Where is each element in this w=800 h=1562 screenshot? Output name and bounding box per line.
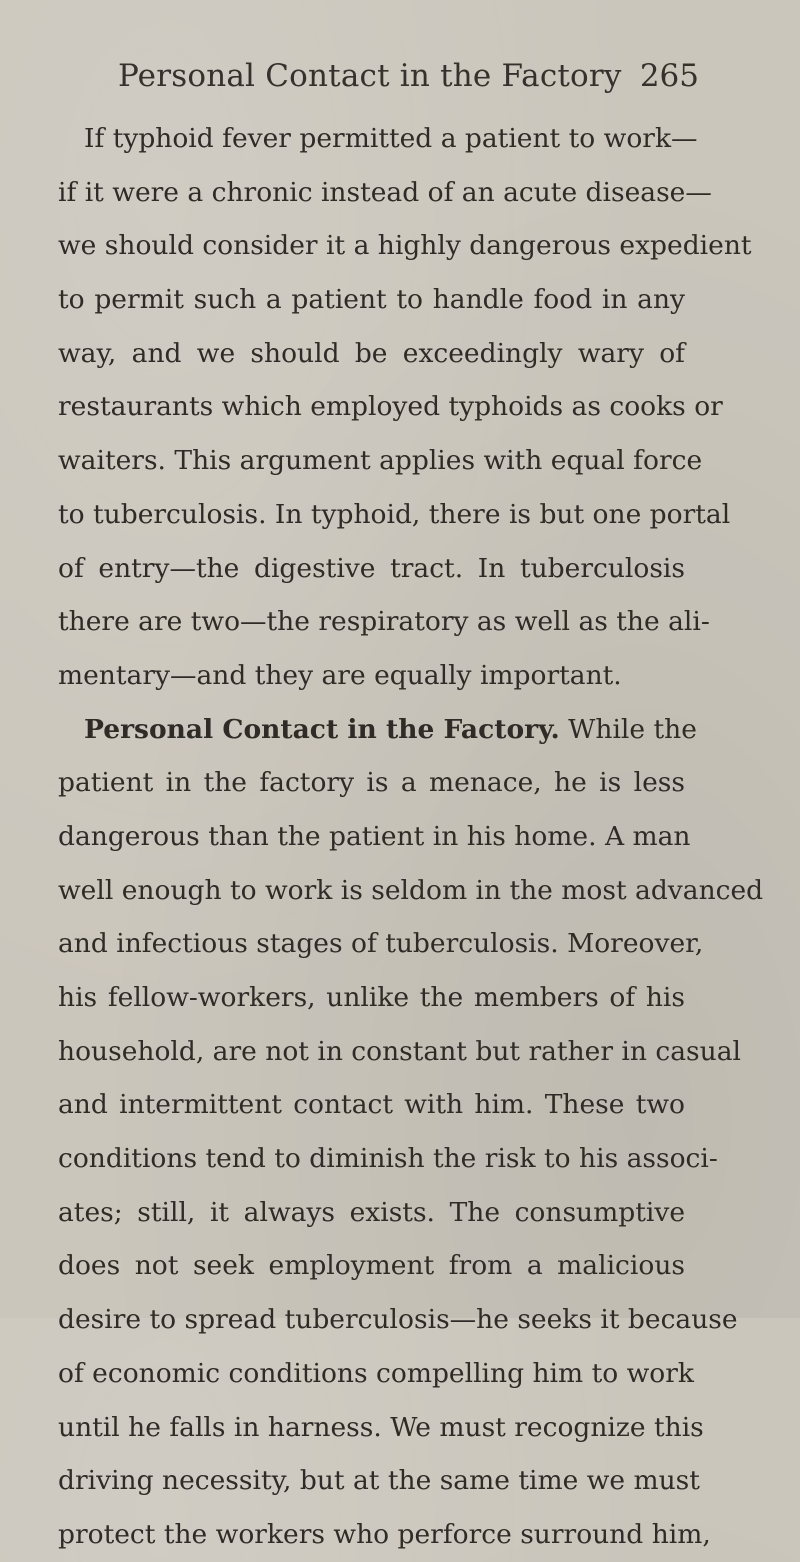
text-line: ates; still, it always exists. The consumptive [58,1196,685,1228]
running-header-title: Personal Contact in the Factory [118,58,622,94]
running-header [60,44,700,108]
text-line: protect the workers who perforce surround him, [58,1518,711,1550]
page-number: 265 [639,58,699,94]
text-line: of entry—the digestive tract. In tuberculosis [58,552,685,584]
text-line: his fellow-workers, unlike the members of his [58,982,685,1013]
text-line: we should consider it a highly dangerous expedient [58,230,752,262]
text-line: household, are not in constant but rather in casual [58,1035,741,1067]
body-text [58,112,764,1562]
text-line: driving necessity, but at the same time we must [58,1465,700,1497]
text-line: there are two—the respiratory as well as the ali- [58,606,710,638]
text-line: and intermittent contact with him. These two [58,1089,685,1121]
text-line: conditions tend to diminish the risk to his associ- [58,1143,718,1175]
text-line: until he falls in harness. We must recognize this [58,1411,704,1443]
text-line: of economic conditions compelling him to work [58,1357,694,1389]
text-line: does not seek employment from a malicious [58,1250,685,1282]
text-line: well enough to work is seldom in the most advanced [58,874,764,906]
text-line: mentary—and they are equally important. [58,659,622,691]
text-line: to tuberculosis. In typhoid, there is but one portal [58,498,731,530]
text-line: way, and we should be exceedingly wary of [58,337,685,369]
text-line: desire to spread tuberculosis—he seeks it because [58,1304,738,1336]
text-line: waiters. This argument applies with equal force [58,445,703,477]
text-line: restaurants which employed typhoids as cooks or [58,391,723,423]
section-paragraph-start [58,703,697,757]
section-lead: While the [568,713,697,745]
text-line: dangerous than the patient in his home. A man [58,820,691,852]
text-line: if it were a chronic instead of an acute disease— [58,176,712,208]
section-heading: Personal Contact in the Factory. [84,713,560,745]
text-line: If typhoid fever permitted a patient to work— [84,123,698,154]
text-line: to permit such a patient to handle food in any [58,284,685,316]
text-line: and infectious stages of tuberculosis. Moreover, [58,928,704,960]
text-line: patient in the factory is a menace, he is less [58,767,685,799]
